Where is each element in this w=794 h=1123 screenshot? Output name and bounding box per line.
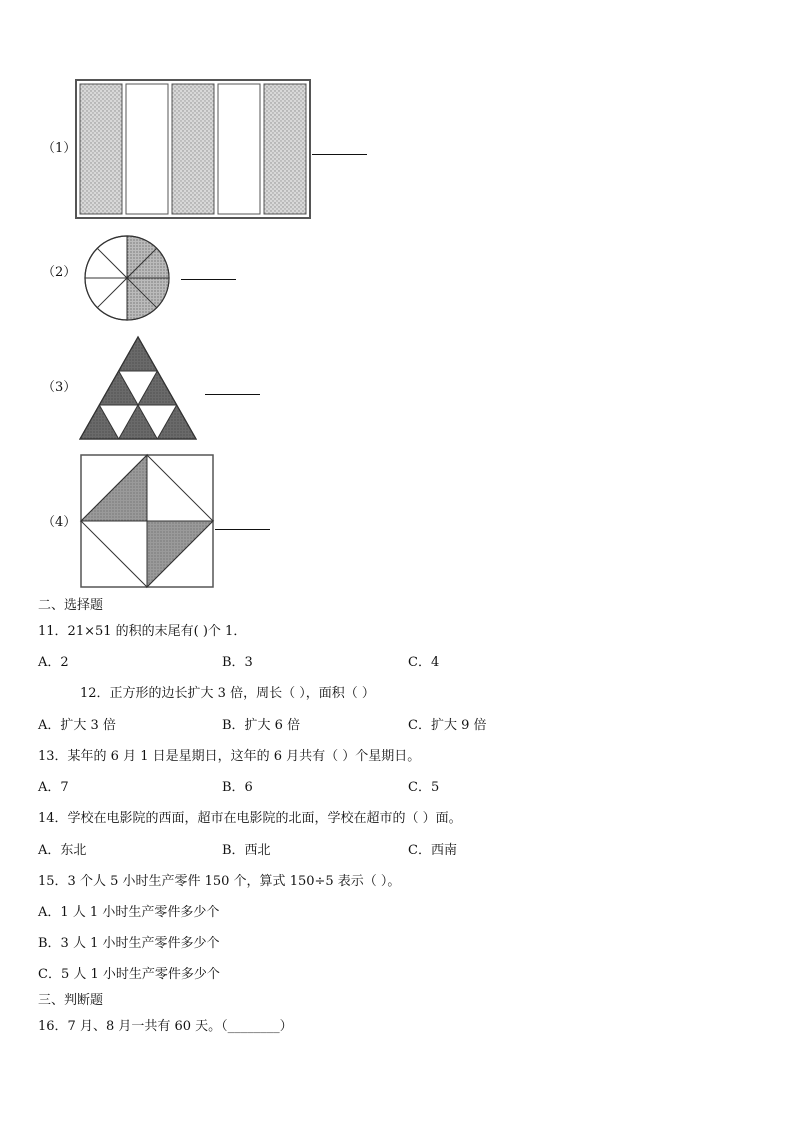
question-14: 14．学校在电影院的西面，超市在电影院的北面，学校在超市的（ ）面。 [38, 811, 462, 826]
q11-option-c[interactable]: C．4 [408, 655, 440, 670]
figure-4-label: （4） [42, 515, 77, 530]
figure-1-rectangle [74, 78, 314, 221]
section-title-choice: 二、选择题 [38, 598, 104, 613]
q15-option-b[interactable]: B．3 人 1 小时生产零件多少个 [38, 936, 220, 951]
strip-blank [218, 84, 260, 214]
q11-option-a[interactable]: A．2 [38, 655, 69, 670]
question-11: 11．21×51 的积的末尾有( )个 1． [38, 624, 247, 639]
answer-line-4[interactable] [215, 529, 270, 530]
question-13: 13．某年的 6 月 1 日是星期日，这年的 6 月共有（ ）个星期日。 [38, 749, 421, 764]
strip-shaded [80, 84, 122, 214]
figure-2-circle [82, 233, 172, 323]
figure-2-label: （2） [42, 265, 77, 280]
q14-option-b[interactable]: B．西北 [222, 843, 271, 858]
q13-option-c[interactable]: C．5 [408, 780, 440, 795]
strip-shaded [172, 84, 214, 214]
q12-option-a[interactable]: A．扩大 3 倍 [38, 718, 116, 733]
q15-option-c[interactable]: C．5 人 1 小时生产零件多少个 [38, 967, 220, 982]
answer-line-3[interactable] [205, 394, 260, 395]
q14-option-c[interactable]: C．西南 [408, 843, 457, 858]
question-12: 12．正方形的边长扩大 3 倍，周长（ ），面积（ ） [80, 686, 375, 701]
figure-4-square [79, 453, 215, 589]
strip-blank [126, 84, 168, 214]
section-title-judgement: 三、判断题 [38, 993, 104, 1008]
figure-1-label: （1） [42, 141, 77, 156]
question-15: 15．3 个人 5 小时生产零件 150 个，算式 150÷5 表示（ ）。 [38, 874, 401, 889]
q15-option-a[interactable]: A．1 人 1 小时生产零件多少个 [38, 905, 220, 920]
answer-line-2[interactable] [181, 279, 236, 280]
q12-option-b[interactable]: B．扩大 6 倍 [222, 718, 301, 733]
answer-line-1[interactable] [312, 154, 367, 155]
figure-3-label: （3） [42, 380, 77, 395]
question-16: 16．7 月、8 月一共有 60 天。（________） [38, 1019, 293, 1034]
q11-option-b[interactable]: B．3 [222, 655, 253, 670]
q12-option-c[interactable]: C．扩大 9 倍 [408, 718, 487, 733]
strip-shaded [264, 84, 306, 214]
q13-option-b[interactable]: B．6 [222, 780, 253, 795]
q14-option-a[interactable]: A．东北 [38, 843, 87, 858]
figure-3-triangle [78, 335, 198, 441]
q13-option-a[interactable]: A．7 [38, 780, 69, 795]
